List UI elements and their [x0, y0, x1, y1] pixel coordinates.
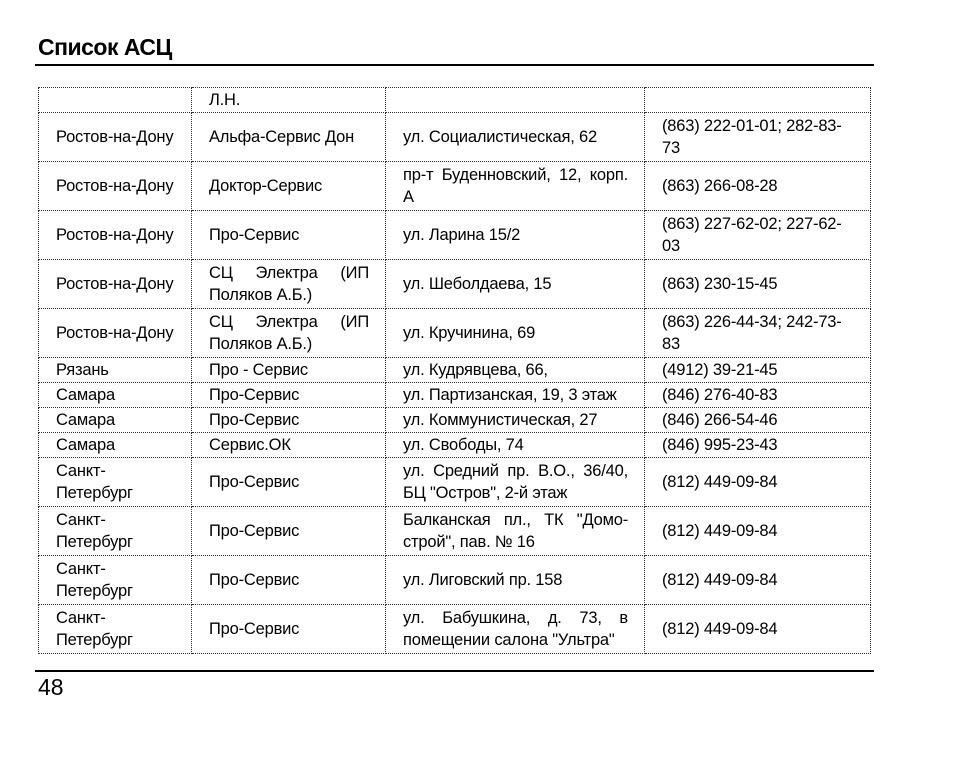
phone-cell: (863) 222-01-01; 282-83-73 [645, 113, 871, 162]
service-name-cell: СЦ Электра (ИП Поляков А.Б.) [192, 260, 386, 309]
city-cell: Санкт-Петербург [39, 556, 192, 605]
phone-cell: (812) 449-09-84 [645, 556, 871, 605]
service-name-cell: Л.Н. [192, 88, 386, 113]
service-name-cell: Про-Сервис [192, 458, 386, 507]
phone-cell: (863) 227-62-02; 227-62-03 [645, 211, 871, 260]
phone-cell: (4912) 39-21-45 [645, 358, 871, 383]
title-divider [35, 64, 874, 66]
address-cell: ул. Средний пр. В.О., 36/40, БЦ "Остров", 2-й этаж [386, 458, 645, 507]
table-row [39, 88, 871, 113]
address-cell: ул. Социалистическая, 62 [386, 113, 645, 162]
address-cell: Балканская пл., ТК "Домо-строй", пав. № 16 [386, 507, 645, 556]
address-cell: ул. Кудрявцева, 66, [386, 358, 645, 383]
address-cell: ул. Ларина 15/2 [386, 211, 645, 260]
phone-cell: (846) 276-40-83 [645, 383, 871, 408]
page-title: Список АСЦ [38, 34, 172, 60]
footer-divider [35, 670, 874, 672]
phone-cell: (863) 266-08-28 [645, 162, 871, 211]
city-cell: Санкт-Петербург [39, 605, 192, 654]
phone-cell: (846) 995-23-43 [645, 433, 871, 458]
service-centers-table [38, 87, 871, 654]
page-number: 48 [38, 674, 64, 700]
city-cell: Рязань [39, 358, 192, 383]
service-name-cell: Про-Сервис [192, 605, 386, 654]
table-row [39, 211, 871, 260]
table-row [39, 458, 871, 507]
table-row [39, 433, 871, 458]
city-cell [39, 88, 192, 113]
table-row [39, 358, 871, 383]
service-name-cell: Альфа-Сервис Дон [192, 113, 386, 162]
table-row [39, 162, 871, 211]
table-row [39, 260, 871, 309]
address-cell: ул. Бабушкина, д. 73, в помещении салона "Ультра" [386, 605, 645, 654]
address-cell [386, 88, 645, 113]
city-cell: Самара [39, 383, 192, 408]
service-name-cell: Сервис.ОК [192, 433, 386, 458]
table-row [39, 309, 871, 358]
service-name-cell: Про-Сервис [192, 383, 386, 408]
address-cell: ул. Партизанская, 19, 3 этаж [386, 383, 645, 408]
city-cell: Санкт-Петербург [39, 458, 192, 507]
address-cell: ул. Кручинина, 69 [386, 309, 645, 358]
phone-cell: (812) 449-09-84 [645, 605, 871, 654]
city-cell: Ростов-на-Дону [39, 309, 192, 358]
table-row [39, 605, 871, 654]
phone-cell [645, 88, 871, 113]
table-row [39, 556, 871, 605]
table-row [39, 383, 871, 408]
service-name-cell: Про-Сервис [192, 211, 386, 260]
address-cell: ул. Шеболдаева, 15 [386, 260, 645, 309]
address-cell: ул. Лиговский пр. 158 [386, 556, 645, 605]
address-cell: ул. Свободы, 74 [386, 433, 645, 458]
city-cell: Ростов-на-Дону [39, 260, 192, 309]
service-name-cell: Про - Сервис [192, 358, 386, 383]
table-row [39, 408, 871, 433]
city-cell: Ростов-на-Дону [39, 211, 192, 260]
service-name-cell: Про-Сервис [192, 507, 386, 556]
service-name-cell: Про-Сервис [192, 408, 386, 433]
table-row [39, 113, 871, 162]
phone-cell: (846) 266-54-46 [645, 408, 871, 433]
address-cell: пр-т Буденновский, 12, корп. А [386, 162, 645, 211]
city-cell: Ростов-на-Дону [39, 162, 192, 211]
phone-cell: (812) 449-09-84 [645, 507, 871, 556]
phone-cell: (863) 230-15-45 [645, 260, 871, 309]
city-cell: Ростов-на-Дону [39, 113, 192, 162]
service-name-cell: Доктор-Сервис [192, 162, 386, 211]
service-name-cell: Про-Сервис [192, 556, 386, 605]
phone-cell: (812) 449-09-84 [645, 458, 871, 507]
address-cell: ул. Коммунистическая, 27 [386, 408, 645, 433]
city-cell: Самара [39, 433, 192, 458]
phone-cell: (863) 226-44-34; 242-73-83 [645, 309, 871, 358]
city-cell: Самара [39, 408, 192, 433]
city-cell: Санкт-Петербург [39, 507, 192, 556]
service-name-cell: СЦ Электра (ИП Поляков А.Б.) [192, 309, 386, 358]
table-row [39, 507, 871, 556]
